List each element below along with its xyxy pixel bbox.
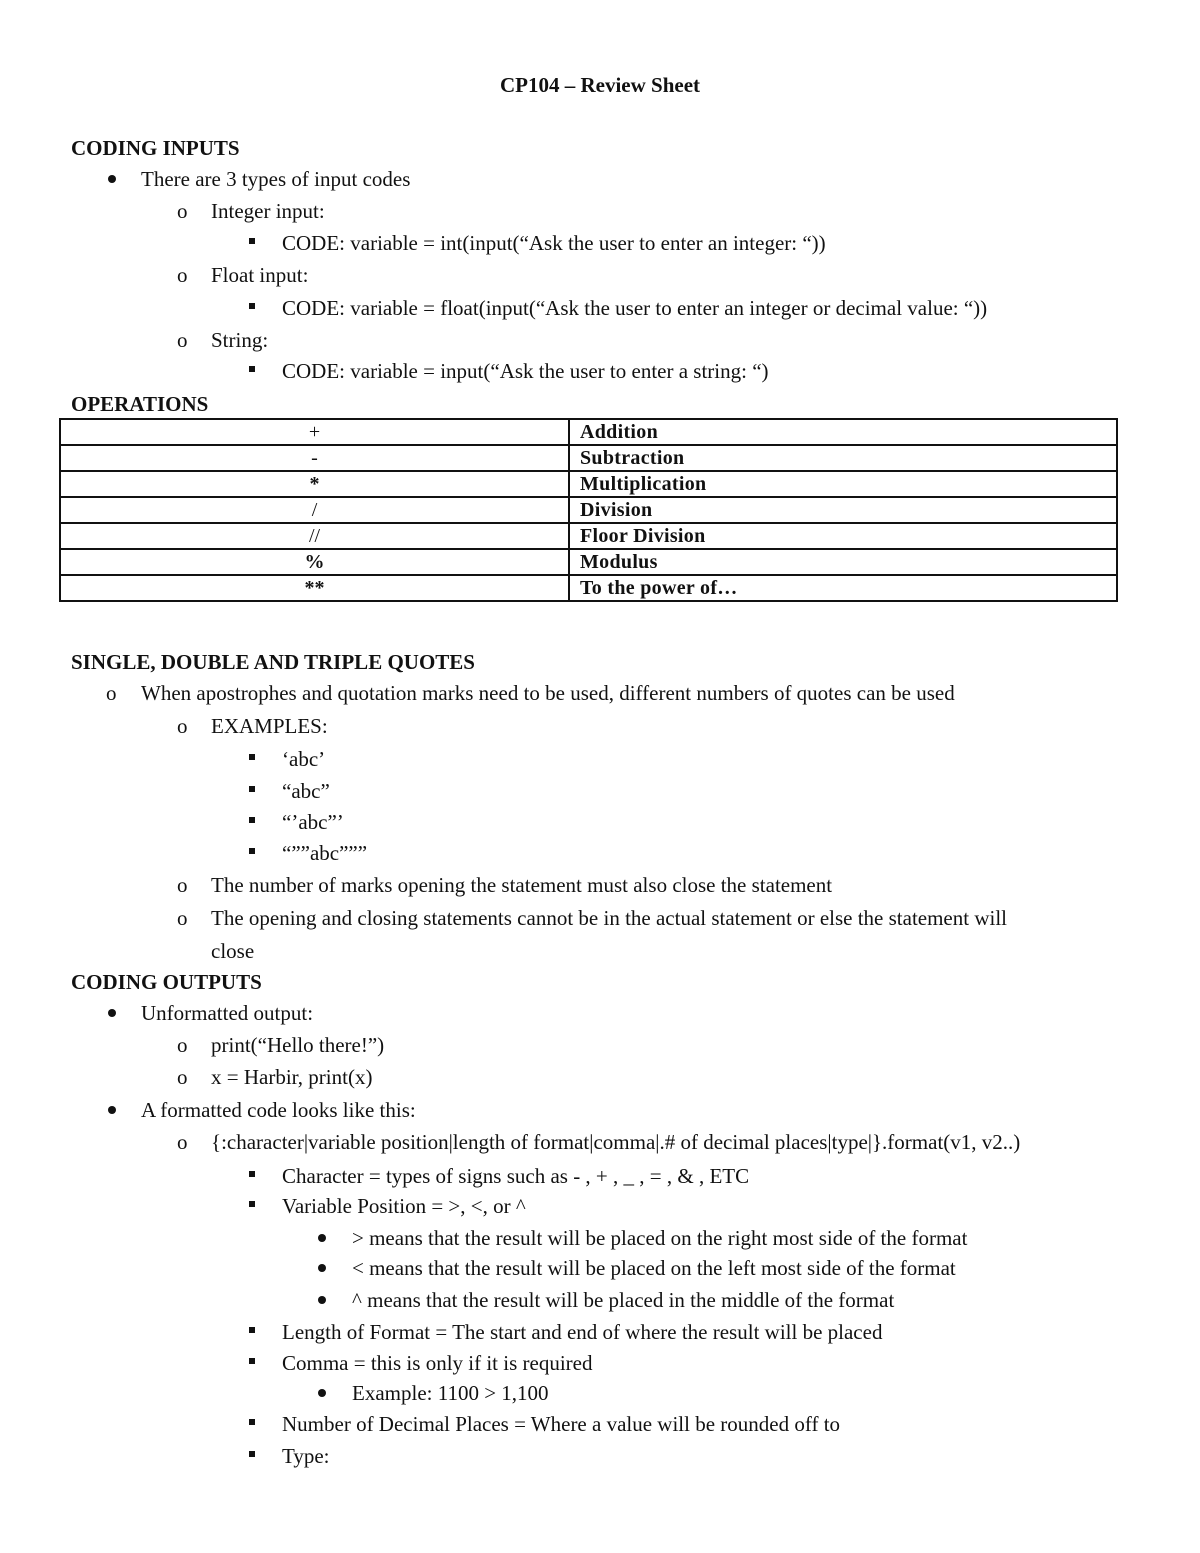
integer-input-label: Integer input: <box>211 199 325 223</box>
section-heading-operations: OPERATIONS <box>71 392 209 416</box>
bullet-square-icon <box>249 1171 255 1177</box>
table-row <box>60 523 1117 549</box>
bullet-square-icon <box>249 754 255 760</box>
page-title: CP104 – Review Sheet <box>499 73 701 97</box>
examples-label: EXAMPLES: <box>211 714 328 738</box>
quotes-rule: The number of marks opening the statement must also close the statement <box>211 873 833 897</box>
unformatted-label: Unformatted output: <box>141 1001 314 1025</box>
bullet-square-icon <box>249 238 255 244</box>
quote-example: “’abc”’ <box>282 810 344 834</box>
string-code: CODE: variable = input(“Ask the user to enter a string: “) <box>282 359 769 383</box>
inputs-intro: There are 3 types of input codes <box>141 167 411 191</box>
quote-example: “abc” <box>282 779 330 803</box>
operator-symbol: * <box>60 471 569 497</box>
format-comma: Comma = this is only if it is required <box>282 1351 593 1375</box>
bullet-circle-icon: o <box>177 873 188 897</box>
bullet-dot-icon <box>108 1009 116 1017</box>
table-row <box>60 497 1117 523</box>
table-row <box>60 575 1117 601</box>
formatted-label: A formatted code looks like this: <box>141 1098 416 1122</box>
operator-symbol: ** <box>60 575 569 601</box>
operator-name: Division <box>569 497 1117 523</box>
bullet-dot-icon <box>318 1296 326 1304</box>
bullet-dot-icon <box>318 1389 326 1397</box>
format-syntax: {:character|variable position|length of format|comma|.# of decimal places|type|}.format(v1, v2..) <box>211 1130 1021 1154</box>
bullet-square-icon <box>249 1358 255 1364</box>
operator-symbol: // <box>60 523 569 549</box>
bullet-circle-icon: o <box>177 1033 188 1057</box>
integer-code: CODE: variable = int(input(“Ask the user to enter an integer: “)) <box>282 231 826 255</box>
string-input-label: String: <box>211 328 269 352</box>
bullet-circle-icon: o <box>177 328 188 352</box>
position-caret: ^ means that the result will be placed in the middle of the format <box>352 1288 895 1312</box>
section-heading-inputs: CODING INPUTS <box>71 136 240 160</box>
bullet-circle-icon: o <box>177 906 188 930</box>
table-row <box>60 471 1117 497</box>
bullet-square-icon <box>249 817 255 823</box>
bullet-circle-icon: o <box>106 681 117 705</box>
float-code: CODE: variable = float(input(“Ask the user to enter an integer or decimal value: “)) <box>282 296 988 320</box>
operator-name: Modulus <box>569 549 1117 575</box>
quotes-rule: The opening and closing statements cannot be in the actual statement or else the statement will <box>211 906 1008 930</box>
bullet-circle-icon: o <box>177 714 188 738</box>
bullet-dot-icon <box>318 1264 326 1272</box>
bullet-circle-icon: o <box>177 199 188 223</box>
bullet-dot-icon <box>108 175 116 183</box>
position-lt: < means that the result will be placed on the left most side of the format <box>352 1256 956 1280</box>
section-heading-outputs: CODING OUTPUTS <box>71 970 262 994</box>
bullet-square-icon <box>249 303 255 309</box>
bullet-square-icon <box>249 786 255 792</box>
position-gt: > means that the result will be placed on the right most side of the format <box>352 1226 968 1250</box>
format-character: Character = types of signs such as - , + , _ , = , & , ETC <box>282 1164 750 1188</box>
operator-name: Subtraction <box>569 445 1117 471</box>
float-input-label: Float input: <box>211 263 309 287</box>
operator-symbol: - <box>60 445 569 471</box>
operator-name: Floor Division <box>569 523 1117 549</box>
operator-name: Multiplication <box>569 471 1117 497</box>
quote-example: “””abc””” <box>282 841 368 865</box>
bullet-circle-icon: o <box>177 263 188 287</box>
operator-name: Addition <box>569 419 1117 445</box>
format-length: Length of Format = The start and end of where the result will be placed <box>282 1320 883 1344</box>
quotes-rule-continued: close <box>211 939 255 963</box>
operator-symbol: % <box>60 549 569 575</box>
section-heading-quotes: SINGLE, DOUBLE AND TRIPLE QUOTES <box>71 650 475 674</box>
format-type: Type: <box>282 1444 330 1468</box>
bullet-circle-icon: o <box>177 1130 188 1154</box>
table-row <box>60 445 1117 471</box>
bullet-dot-icon <box>108 1106 116 1114</box>
bullet-square-icon <box>249 1327 255 1333</box>
operator-symbol: / <box>60 497 569 523</box>
bullet-dot-icon <box>318 1234 326 1242</box>
format-variable-position: Variable Position = >, <, or ^ <box>282 1194 526 1218</box>
quote-example: ‘abc’ <box>282 747 326 771</box>
table-row <box>60 549 1117 575</box>
quotes-intro: When apostrophes and quotation marks need to be used, different numbers of quotes can be used <box>141 681 955 705</box>
bullet-square-icon <box>249 366 255 372</box>
table-row <box>60 419 1117 445</box>
bullet-square-icon <box>249 848 255 854</box>
bullet-square-icon <box>249 1419 255 1425</box>
bullet-circle-icon: o <box>177 1065 188 1089</box>
operations-table <box>59 418 1118 602</box>
print-example: x = Harbir, print(x) <box>211 1065 373 1089</box>
bullet-square-icon <box>249 1451 255 1457</box>
operator-name: To the power of… <box>569 575 1117 601</box>
comma-example: Example: 1100 > 1,100 <box>352 1381 549 1405</box>
operator-symbol: + <box>60 419 569 445</box>
bullet-square-icon <box>249 1201 255 1207</box>
format-decimals: Number of Decimal Places = Where a value will be rounded off to <box>282 1412 841 1436</box>
print-example: print(“Hello there!”) <box>211 1033 385 1057</box>
